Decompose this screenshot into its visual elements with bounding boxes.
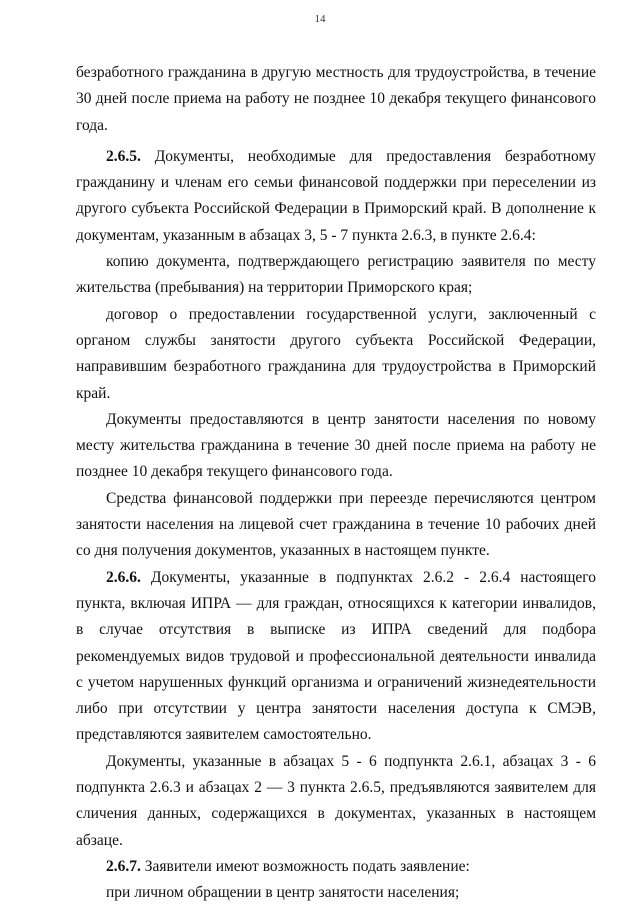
- paragraph-registration-copy: [76, 249, 596, 302]
- paragraph-text: Документы предоставляются в центр занятости населения по новому месту жительства гражданина в течение 30 дней после приема на работу не позднее 10 декабря текущего финансового года.: [76, 410, 596, 481]
- paragraph-text: договор о предоставлении государственной услуги, заключенный с органом службы занятости другого субъекта Российской Федерации, направившим безработного гражданина для трудоустройства в Приморский край.: [76, 305, 596, 402]
- paragraph-documents-presented: [76, 749, 596, 854]
- clause-number: 2.6.6.: [106, 568, 141, 586]
- clause-number: 2.6.7.: [106, 857, 141, 875]
- paragraph-2-6-5: [76, 144, 596, 249]
- page-number: 14: [314, 13, 326, 25]
- clause-number: 2.6.5.: [106, 147, 141, 165]
- paragraph-text: Заявители имеют возможность подать заявление:: [140, 857, 470, 875]
- paragraph-documents-deadline: [76, 407, 596, 486]
- paragraph-continuation: [76, 60, 596, 139]
- paragraph-text: Документы, указанные в подпунктах 2.6.2 - 2.6.4 настоящего пункта, включая ИПРА — для граждан, относящихся к категории инвалидов, в случае отсутствия в выписке из ИПРА сведений для подбора рекомендуемых видов трудовой и профессиональной деятельности инвалида с учетом нарушенных функций организма и ограничений жизнедеятельности либо при отсутствии у центра занятости населения доступа к СМЭВ, представляются заявителем самостоятельно.: [76, 568, 596, 744]
- paragraph-text: Средства финансовой поддержки при переезде перечисляются центром занятости населения на лицевой счет гражданина в течение 10 рабочих дней со дня получения документов, указанных в настоящем пункте.: [76, 489, 596, 560]
- paragraph-2-6-6: [76, 565, 596, 749]
- paragraph-2-6-7: [76, 854, 596, 880]
- paragraph-text: безработного гражданина в другую местность для трудоустройства, в течение 30 дней после приема на работу не позднее 10 декабря текущего финансового года.: [76, 64, 596, 134]
- paragraph-text: Документы, необходимые для предоставления безработному гражданину и членам его семьи финансовой поддержки при переселении из другого субъекта Российской Федерации в Приморский край. В дополнение к документам, указанным в абзацах 3, 5 - 7 пункта 2.6.3, в пункте 2.6.4:: [76, 147, 596, 244]
- paragraph-text: при личном обращении в центр занятости населения;: [106, 884, 460, 902]
- paragraph-text: Документы, указанные в абзацах 5 - 6 подпункта 2.6.1, абзацах 3 - 6 подпункта 2.6.3 и абзацах 2 — 3 пункта 2.6.5, предъявляются заявителем для сличения данных, содержащихся в документах, указанных в настоящем абзаце.: [76, 752, 596, 849]
- paragraph-service-contract: [76, 302, 596, 407]
- paragraph-text: копию документа, подтверждающего регистрацию заявителя по месту жительства (пребывания) на территории Приморского края;: [76, 253, 596, 297]
- paragraph-funds-transfer: [76, 486, 596, 565]
- paragraph-personal-visit: [76, 880, 596, 906]
- document-body: [76, 60, 596, 907]
